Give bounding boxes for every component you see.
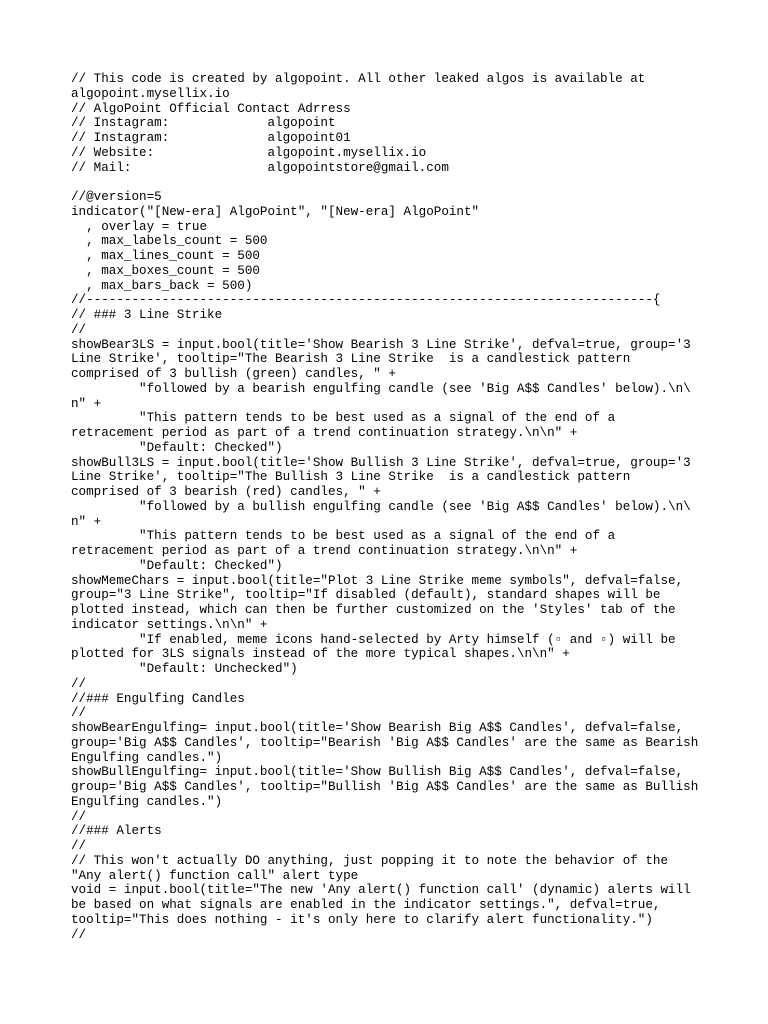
- code-line: "Default: Checked"): [71, 558, 283, 573]
- code-line: , max_labels_count = 500: [71, 234, 268, 249]
- code-line: //### Alerts: [71, 824, 162, 839]
- code-line: // This won't actually DO anything, just popping it to note the behavior of the: [71, 853, 669, 868]
- code-line: tooltip="This does nothing - it's only here to clarify alert functionality."): [71, 912, 653, 927]
- code-line: n" +: [71, 514, 102, 529]
- code-line: Line Strike', tooltip="The Bearish 3 Line Strike is a candlestick pattern: [71, 352, 631, 367]
- code-line: algopoint.mysellix.io: [71, 86, 230, 101]
- code-line: , max_boxes_count = 500: [71, 263, 260, 278]
- code-line: // Instagram: algopoint01: [71, 131, 351, 145]
- code-line: // Mail: algopointstore@gmail.com: [71, 160, 449, 175]
- code-document: [71, 72, 711, 942]
- code-line: //: [71, 322, 87, 337]
- code-line: // AlgoPoint Official Contact Adrress: [71, 101, 351, 116]
- code-line: comprised of 3 bearish (red) candles, " +: [71, 485, 381, 499]
- code-line: "Default: Unchecked"): [71, 662, 298, 676]
- code-line: be based on what signals are enabled in the indicator settings.", defval=true,: [71, 898, 661, 912]
- code-line: [71, 175, 711, 190]
- code-line: retracement period as part of a trend continuation strategy.\n\n" +: [71, 544, 578, 558]
- code-line: "This pattern tends to be best used as a signal of the end of a: [71, 529, 616, 544]
- code-line: showBearEngulfing= input.bool(title='Show Bearish Big A$$ Candles', defval=false,: [71, 721, 684, 735]
- code-line: // Instagram: algopoint: [71, 116, 336, 131]
- code-line: , max_lines_count = 500: [71, 249, 260, 263]
- code-line: Engulfing candles."): [71, 794, 223, 809]
- code-line: retracement period as part of a trend continuation strategy.\n\n" +: [71, 426, 578, 440]
- code-line: "This pattern tends to be best used as a signal of the end of a: [71, 411, 616, 426]
- code-line: //: [71, 676, 87, 691]
- code-line: //: [71, 927, 87, 942]
- code-line: showBull3LS = input.bool(title='Show Bullish 3 Line Strike', defval=true, group='3: [71, 455, 691, 470]
- code-line: //: [71, 809, 87, 824]
- code-line: // This code is created by algopoint. All other leaked algos is available at: [71, 72, 646, 86]
- code-line: void = input.bool(title="The new 'Any alert() function call' (dynamic) alerts will: [71, 883, 691, 898]
- code-line: "followed by a bearish engulfing candle (see 'Big A$$ Candles' below).\n\: [71, 381, 691, 396]
- code-line: group="3 Line Strike", tooltip="If disabled (default), standard shapes will be: [71, 588, 661, 603]
- code-line: plotted for 3LS signals instead of the more typical shapes.\n\n" +: [71, 647, 570, 662]
- code-line: // Website: algopoint.mysellix.io: [71, 145, 427, 160]
- code-line: group='Big A$$ Candles', tooltip="Bullish 'Big A$$ Candles' are the same as Bullish: [71, 780, 699, 794]
- code-line: showMemeChars = input.bool(title="Plot 3 Line Strike meme symbols", defval=false,: [71, 573, 684, 588]
- code-line: showBullEngulfing= input.bool(title='Show Bullish Big A$$ Candles', defval=false,: [71, 765, 684, 780]
- code-line: Line Strike', tooltip="The Bullish 3 Line Strike is a candlestick pattern: [71, 470, 631, 485]
- code-line: //---------------------------------------------------------------------------{: [71, 293, 661, 308]
- code-line: "If enabled, meme icons hand-selected by Arty himself (▫ and ▫) will be: [71, 632, 676, 647]
- code-line: indicator settings.\n\n" +: [71, 617, 268, 632]
- code-line: group='Big A$$ Candles', tooltip="Bearish 'Big A$$ Candles' are the same as Bearish: [71, 735, 699, 750]
- code-line: //@version=5: [71, 190, 162, 204]
- code-line: , max_bars_back = 500): [71, 278, 253, 293]
- code-line: indicator("[New-era] AlgoPoint", "[New-era] AlgoPoint": [71, 204, 480, 219]
- code-line: plotted instead, which can then be further customized on the 'Styles' tab of the: [71, 603, 676, 617]
- code-line: "followed by a bullish engulfing candle (see 'Big A$$ Candles' below).\n\: [71, 499, 691, 514]
- code-line: "Any alert() function call" alert type: [71, 868, 359, 883]
- code-line: // ### 3 Line Strike: [71, 308, 223, 322]
- code-line: showBear3LS = input.bool(title='Show Bearish 3 Line Strike', defval=true, group='3: [71, 337, 691, 352]
- code-line: //### Engulfing Candles: [71, 691, 245, 706]
- code-line: comprised of 3 bullish (green) candles, " +: [71, 367, 396, 381]
- code-line: "Default: Checked"): [71, 440, 283, 455]
- code-line: , overlay = true: [71, 219, 208, 234]
- code-line: //: [71, 839, 87, 853]
- code-line: //: [71, 706, 87, 721]
- code-line: n" +: [71, 396, 102, 411]
- code-line: Engulfing candles."): [71, 750, 223, 765]
